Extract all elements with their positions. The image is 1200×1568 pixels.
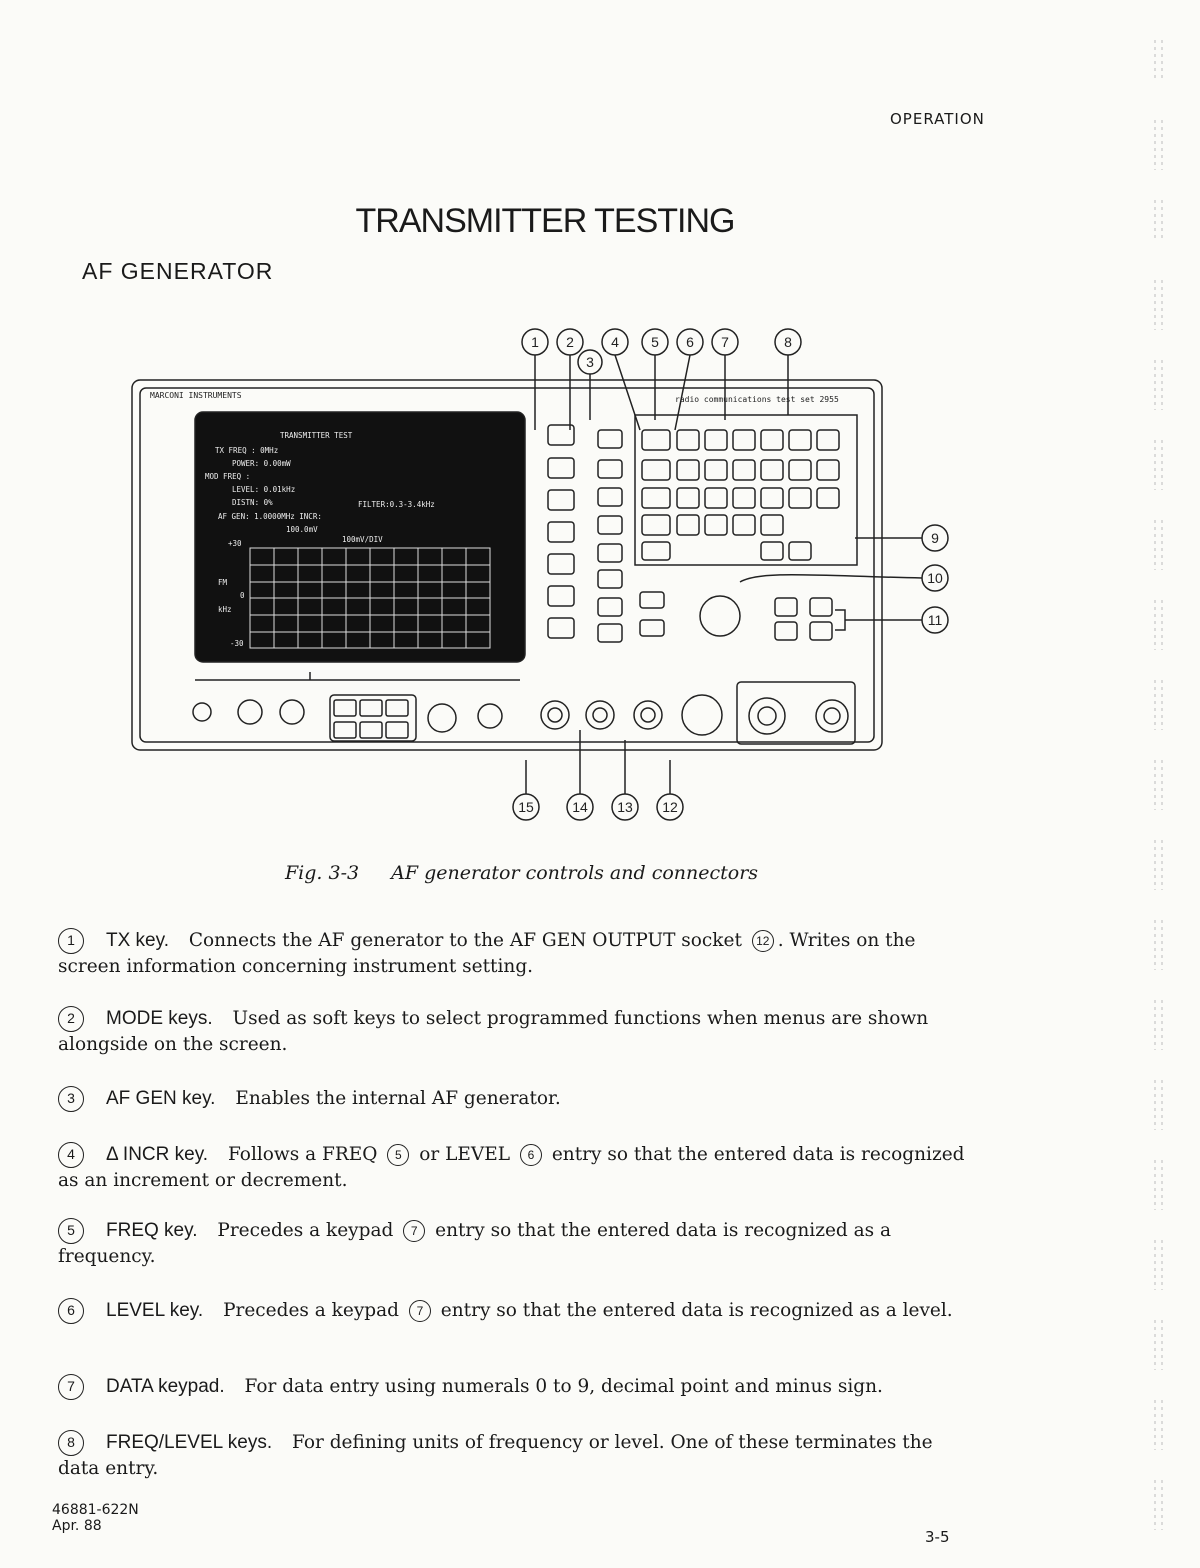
item-number: 3 xyxy=(58,1086,84,1112)
callout-number: 3 xyxy=(586,354,594,370)
callout-number: 11 xyxy=(927,612,943,628)
callout-number: 7 xyxy=(721,334,729,350)
item-term: FREQ key. xyxy=(106,1220,198,1241)
item-ref: 7 xyxy=(403,1220,425,1242)
model-label: radio communications test set 2955 xyxy=(675,395,839,404)
paragraph-3 xyxy=(58,1086,978,1112)
callout-number: 15 xyxy=(518,799,534,815)
item-text: or LEVEL xyxy=(419,1144,511,1165)
page-title: TRANSMITTER TESTING xyxy=(355,202,735,240)
item-number: 2 xyxy=(58,1006,84,1032)
callout-number: 8 xyxy=(784,334,792,350)
brand-label: MARCONI INSTRUMENTS xyxy=(150,391,242,400)
figure-number: Fig. 3-3 xyxy=(285,862,360,884)
callout-number: 6 xyxy=(686,334,694,350)
screen-line: AF GEN: 1.0000MHz INCR: xyxy=(218,512,322,521)
item-term: TX key. xyxy=(106,930,169,951)
item-text: Used as soft keys to select programmed functions when menus are shown alongside on the screen. xyxy=(58,1008,929,1055)
screen-line: FILTER:0.3-3.4kHz xyxy=(358,500,435,509)
paragraph-6 xyxy=(58,1298,978,1324)
callout-number: 2 xyxy=(566,334,574,350)
callout-number: 4 xyxy=(611,334,619,350)
item-number: 5 xyxy=(58,1218,84,1244)
item-text: For defining units of frequency or level. One of these terminates the data entry. xyxy=(58,1432,933,1479)
item-term: Δ INCR key. xyxy=(106,1144,209,1165)
screen-line: 100.0mV xyxy=(286,525,318,534)
item-text: For data entry using numerals 0 to 9, decimal point and minus sign. xyxy=(244,1376,883,1397)
screen-line: POWER: 0.00mW xyxy=(232,459,291,468)
callout-number: 5 xyxy=(651,334,659,350)
callout-number: 9 xyxy=(931,530,939,546)
item-term: FREQ/LEVEL keys. xyxy=(106,1432,273,1453)
paragraph-7 xyxy=(58,1374,978,1400)
doc-number: 46881-622N xyxy=(52,1502,139,1518)
item-text: Precedes a keypad xyxy=(223,1300,400,1321)
item-text: entry so that the entered data is recognized as a frequency. xyxy=(58,1220,892,1267)
item-text: Connects the AF generator to the AF GEN OUTPUT socket xyxy=(188,930,742,951)
screen-line: TRANSMITTER TEST xyxy=(280,431,353,440)
item-ref: 7 xyxy=(409,1300,431,1322)
item-term: MODE keys. xyxy=(106,1008,213,1029)
callouts-top xyxy=(522,329,801,374)
item-text: entry so that the entered data is recognized as an increment or decrement. xyxy=(58,1144,965,1191)
paragraph-1 xyxy=(58,928,978,980)
item-term: DATA keypad. xyxy=(106,1376,225,1397)
screen-line: DISTN: 0% xyxy=(232,498,273,507)
item-ref: 5 xyxy=(387,1144,409,1166)
paragraph-8 xyxy=(58,1430,978,1482)
item-text: Precedes a keypad xyxy=(217,1220,394,1241)
scan-margin-marks xyxy=(1150,40,1170,1540)
page-subtitle: AF GENERATOR xyxy=(82,258,274,284)
item-number: 4 xyxy=(58,1142,84,1168)
figure-caption xyxy=(285,862,758,884)
paragraph-4 xyxy=(58,1142,978,1194)
screen-axis: +30 xyxy=(228,539,242,548)
callout-number: 14 xyxy=(572,799,588,815)
doc-date: Apr. 88 xyxy=(52,1518,102,1534)
item-text: . Writes on the screen information concerning instrument setting. xyxy=(58,930,916,977)
callout-number: 10 xyxy=(927,570,943,586)
item-term: LEVEL key. xyxy=(106,1300,204,1321)
screen-line: MOD FREQ : xyxy=(205,472,251,481)
callout-number: 1 xyxy=(531,334,539,350)
callout-number: 12 xyxy=(662,799,678,815)
screen-line: LEVEL: 0.01kHz xyxy=(232,485,296,494)
callout-number: 13 xyxy=(617,799,633,815)
instrument-figure xyxy=(120,320,980,840)
item-number: 6 xyxy=(58,1298,84,1324)
item-text: Enables the internal AF generator. xyxy=(235,1088,561,1109)
item-ref: 12 xyxy=(752,930,774,952)
page-number: 3-5 xyxy=(925,1528,950,1546)
item-text: Follows a FREQ xyxy=(227,1144,378,1165)
item-number: 8 xyxy=(58,1430,84,1456)
paragraph-2 xyxy=(58,1006,978,1058)
screen-axis: kHz xyxy=(218,605,232,614)
item-term: AF GEN key. xyxy=(106,1088,216,1109)
figure-caption-text: AF generator controls and connectors xyxy=(391,862,759,884)
paragraph-5 xyxy=(58,1218,978,1270)
item-number: 1 xyxy=(58,928,84,954)
screen-line: 100mV/DIV xyxy=(342,535,383,544)
screen-axis: 0 xyxy=(240,591,245,600)
screen-line: TX FREQ : 0MHz xyxy=(215,446,279,455)
screen-axis: FM xyxy=(218,578,228,587)
section-header: OPERATION xyxy=(890,110,985,128)
item-ref: 6 xyxy=(520,1144,542,1166)
item-text: entry so that the entered data is recognized as a level. xyxy=(440,1300,953,1321)
footer-left xyxy=(52,1502,139,1534)
item-number: 7 xyxy=(58,1374,84,1400)
screen-axis: -30 xyxy=(230,639,244,648)
